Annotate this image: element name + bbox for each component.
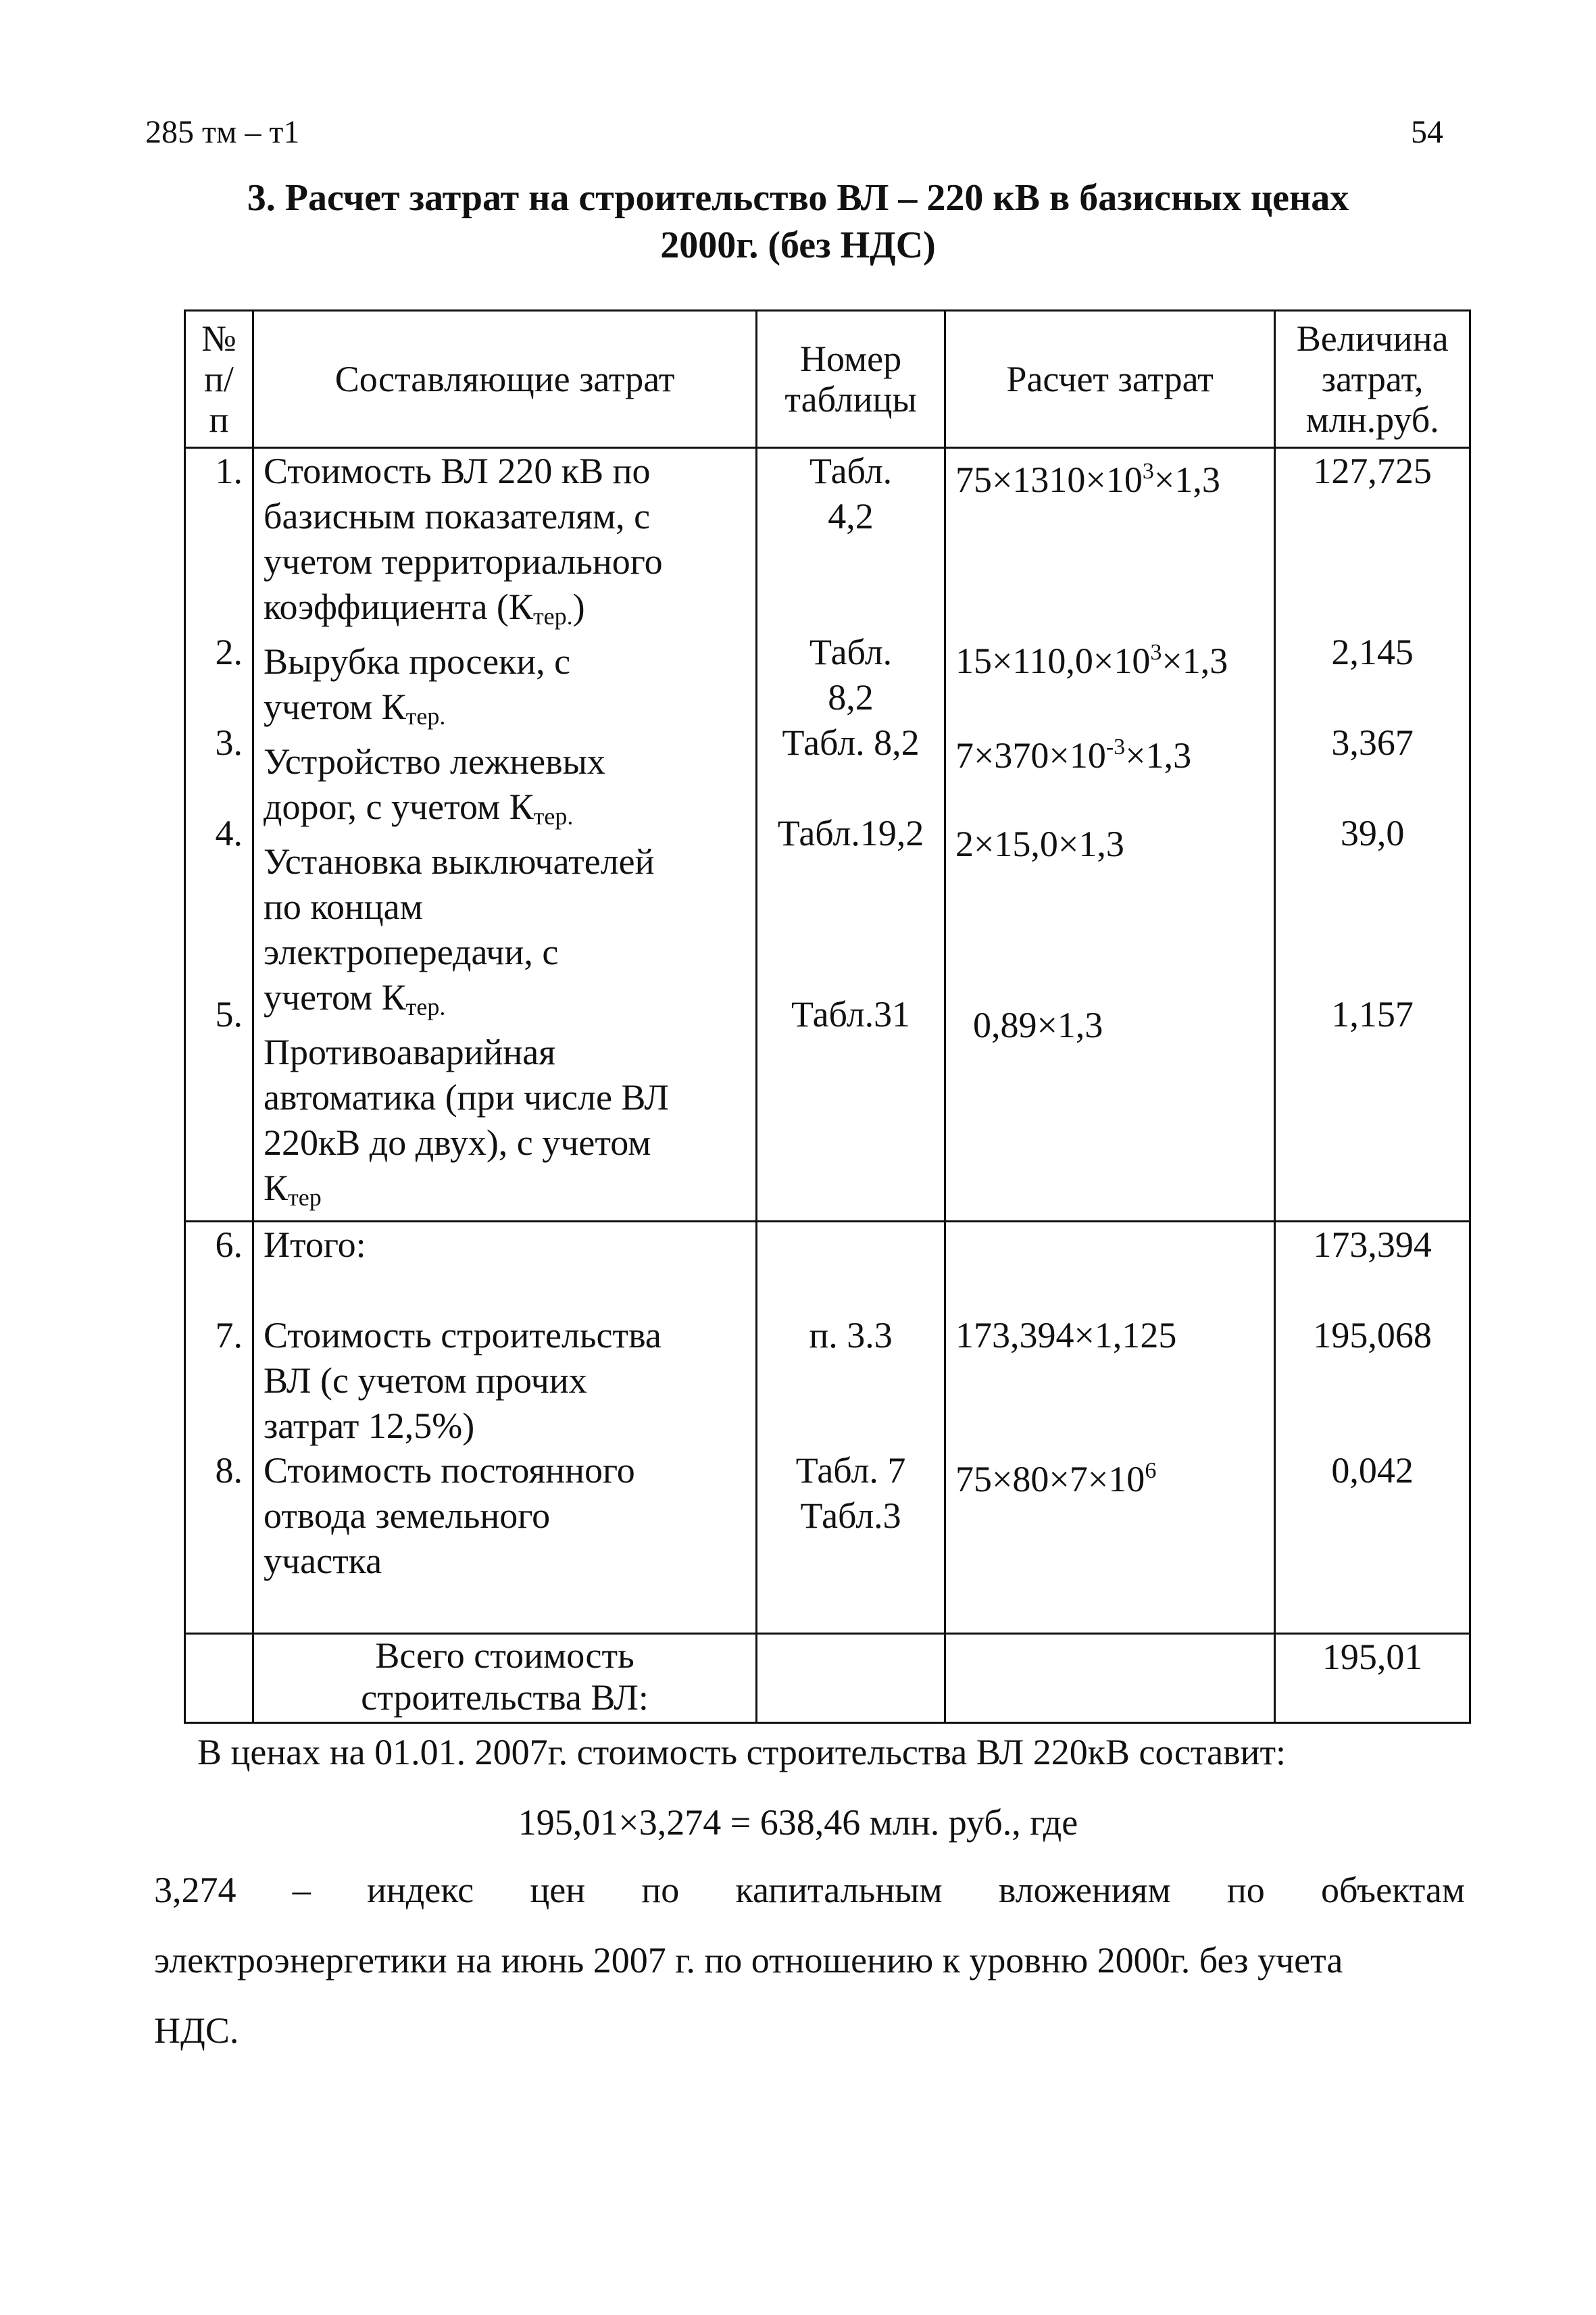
header-cost-calculation: Расчет затрат — [945, 311, 1274, 448]
row-tables-6-8 — [757, 1222, 945, 1634]
row-numbers-6-8 — [185, 1222, 253, 1634]
total-calc-cell — [945, 1634, 1274, 1723]
row-4-table-ref: Табл.19,2 — [777, 813, 924, 853]
row-8-calculation: $75\times 80\times 7\times 10^6$ — [955, 1458, 1157, 1499]
cost-table — [184, 309, 1471, 1724]
row-7-calculation: 173,394×1,125 — [955, 1315, 1177, 1355]
row-5-description: Противоаварийная автоматика (при числе ВЛ 220кВ до двух), с учетом $К_{тер}$ — [263, 1032, 670, 1211]
document-code: 285 тм – т1 — [145, 114, 300, 150]
row-values-1-5 — [1275, 448, 1470, 1222]
row-6-value: 173,394 — [1313, 1224, 1432, 1265]
header-number: № п/п — [185, 311, 253, 448]
row-4-description: Установка выключателей по концам электропередачи, с учетом $К_{тер.}$ — [263, 841, 655, 1020]
index-explanation-line1: 3,274 – индекс цен по капитальным вложениям по объектам — [154, 1870, 1465, 1910]
row-7-value: 195,068 — [1313, 1315, 1432, 1355]
index-explanation-line3: НДС. — [154, 2010, 239, 2051]
row-8-description: Стоимость постоянного отвода земельного участка — [263, 1450, 635, 1581]
row-6-table-ref — [767, 1222, 934, 1313]
row-3-description: Устройство лежневых дорог, с учетом $К_{тер.}$ — [263, 741, 605, 830]
section-title-continued: 2000г. (без НДС) — [660, 224, 936, 266]
row-4-value: 39,0 — [1340, 813, 1405, 853]
table-total-row — [185, 1634, 1470, 1723]
price-formula: 195,01×3,274 = 638,46 млн. руб., где — [518, 1802, 1078, 1843]
row-5-calculation: 0,89×1,3 — [972, 1005, 1103, 1045]
row-4-calculation: 2×15,0×1,3 — [955, 824, 1124, 864]
row-6-description: Итого: — [263, 1224, 366, 1265]
index-explanation-line2: электроэнергетики на июнь 2007 г. по отношению к уровню 2000г. без учета — [154, 1940, 1343, 1981]
row-8-value: 0,042 — [1331, 1450, 1414, 1491]
header-cost-components: Составляющие затрат — [253, 311, 756, 448]
total-label: Всего стоимость строительства ВЛ: — [253, 1634, 756, 1723]
table-header-row — [185, 311, 1470, 448]
row-4-number: 4. — [215, 813, 243, 853]
row-3-calculation: $7\times 370\times 10^{-3}\times 1,3$ — [955, 735, 1192, 776]
row-6-number: 6. — [215, 1224, 243, 1265]
price-note-paragraph: В ценах на 01.01. 2007г. стоимость строительства ВЛ 220кВ составит: — [197, 1732, 1287, 1772]
cost-table-container — [184, 309, 1471, 1718]
row-1-description: Стоимость ВЛ 220 кВ по базисным показателям, с учетом территориального коэффициента $(К_{тер.})$ — [263, 451, 663, 630]
row-2-value: 2,145 — [1331, 632, 1414, 672]
row-5-table-ref: Табл.31 — [791, 994, 911, 1035]
row-5-number: 5. — [215, 994, 243, 1035]
row-7-description: Стоимость строительства ВЛ (с учетом прочих затрат 12,5%) — [263, 1315, 662, 1446]
row-calculations-6-8 — [945, 1222, 1274, 1634]
total-value: 195,01 — [1275, 1634, 1470, 1723]
row-3-value: 3,367 — [1331, 722, 1414, 763]
row-descriptions-6-8 — [253, 1222, 756, 1634]
row-8-number: 8. — [215, 1450, 243, 1491]
row-2-description: Вырубка просеки, с учетом $К_{тер.}$ — [263, 641, 571, 730]
row-1-calculation: $75\times 1310\times 10^3\times 1,3$ — [955, 459, 1220, 500]
row-8-table-ref: Табл. 7 Табл.3 — [795, 1450, 906, 1536]
row-2-table-ref: Табл. 8,2 — [809, 632, 893, 718]
row-1-table-ref: Табл. 4,2 — [809, 451, 893, 537]
row-5-value: 1,157 — [1331, 994, 1414, 1035]
section-title: 3. Расчет затрат на строительство ВЛ – 220 кВ в базисных ценах — [247, 177, 1349, 219]
row-tables-1-5 — [757, 448, 945, 1222]
row-3-number: 3. — [215, 722, 243, 763]
total-number-cell — [185, 1634, 253, 1723]
header-table-number: Номер таблицы — [757, 311, 945, 448]
table-row-block-6-8 — [185, 1222, 1470, 1634]
row-7-table-ref: п. 3.3 — [809, 1315, 893, 1355]
table-row-block-1-5 — [185, 448, 1470, 1222]
row-values-6-8 — [1275, 1222, 1470, 1634]
row-numbers-1-5 — [185, 448, 253, 1222]
row-2-calculation: $15\times 110,0\times 10^3\times 1,3$ — [955, 640, 1228, 681]
row-1-number: 1. — [215, 451, 243, 491]
row-1-value: 127,725 — [1313, 451, 1432, 491]
row-3-table-ref: Табл. 8,2 — [782, 722, 920, 763]
row-descriptions-1-5 — [253, 448, 756, 1222]
row-calculations-1-5 — [945, 448, 1274, 1222]
page-number: 54 — [1411, 114, 1443, 150]
header-cost-value: Величина затрат, млн.руб. — [1275, 311, 1470, 448]
row-6-calculation — [955, 1222, 1264, 1313]
row-7-number: 7. — [215, 1315, 243, 1355]
row-2-number: 2. — [215, 632, 243, 672]
total-table-cell — [757, 1634, 945, 1723]
